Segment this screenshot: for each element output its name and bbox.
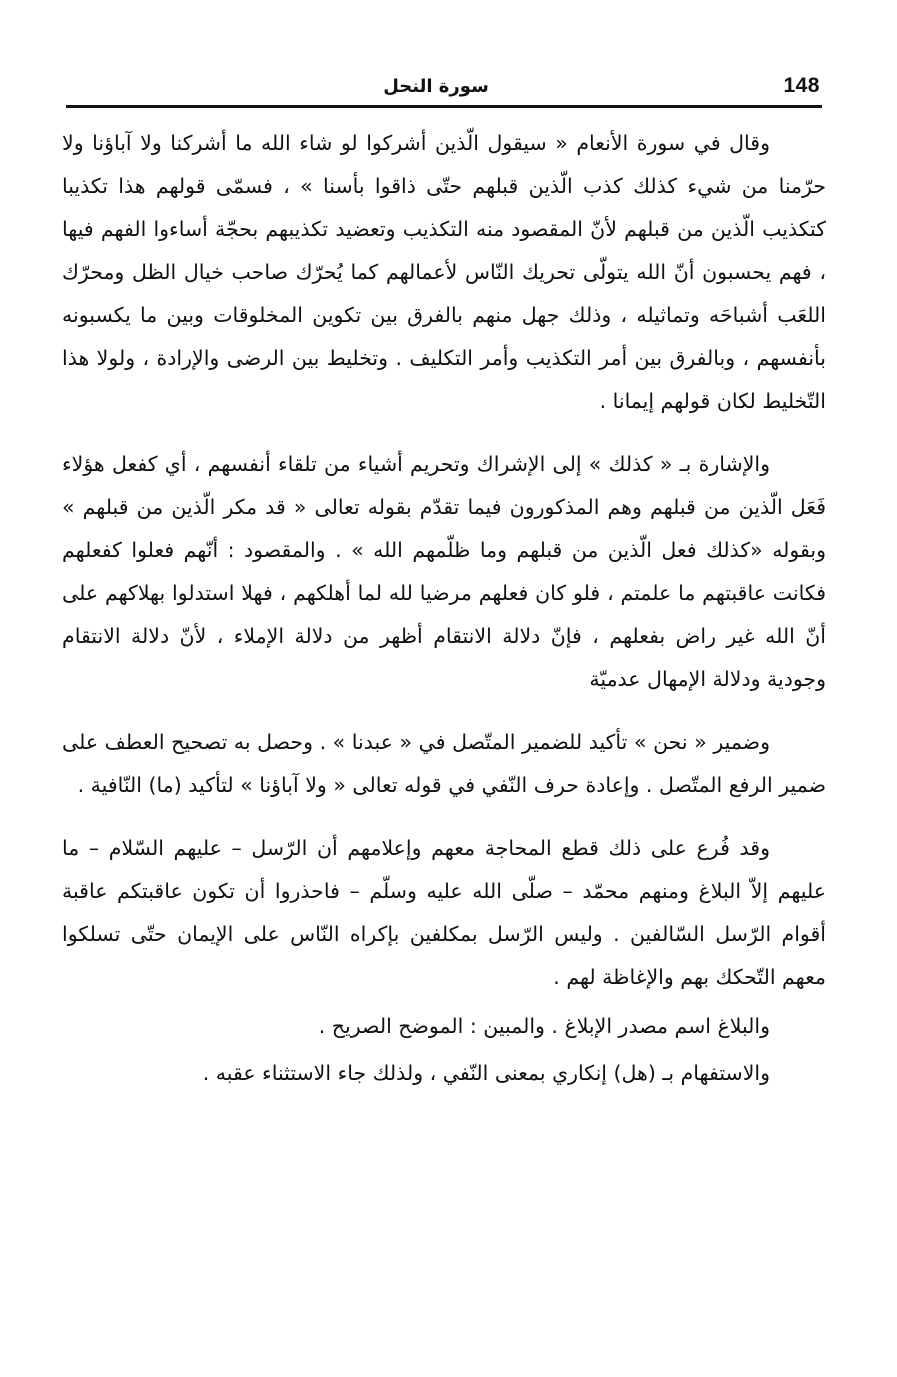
surah-title: سورة النحل (383, 76, 489, 97)
paragraph-5: والبلاغ اسم مصدر الإبلاغ . والمبين : الموضح الصريح . (318, 1014, 770, 1038)
page-header (66, 70, 822, 108)
paragraph-4: وقد فُرع على ذلك قطع المحاجة معهم وإعلامهم أن الرّسل – عليهم السّلام – ما عليهم إلاّ البلاغ ومنهم محمّد – صلّى الله عليه وسلّم – فاحذروا أن تكون عاقبتكم عاقبة أقوام الرّسل السّالفين . وليس الرّسل بمكلفين بإكراه النّاس على الإيمان حتّى تسلكوا معهم التّحكك بهم والإغاظة لهم . (62, 836, 826, 989)
paragraph-2: والإشارة بـ « كذلك » إلى الإشراك وتحريم أشياء من تلقاء أنفسهم ، أي كفعل هؤلاء فَعَل الّذين من قبلهم وهم المذكورون فيما تقدّم بقوله تعالى « قد مكر الّذين من قبلهم » وبقوله «كذلك فعل الّذين من قبلهم وما ظلّمهم الله » . والمقصود : أنّهم فعلوا كفعلهم فكانت عاقبتهم ما علمتم ، فلو كان فعلهم مرضيا لله لما أهلكهم ، فهلا استدلوا بهلاكهم على أنّ الله غير راض بفعلهم ، فإنّ دلالة الانتقام أظهر من دلالة الإملاء ، لأنّ دلالة الانتقام وجودية ودلالة الإمهال عدميّة (62, 452, 826, 691)
paragraph-1: وقال في سورة الأنعام « سيقول الّذين أشركوا لو شاء الله ما أشركنا ولا آباؤنا ولا حرّمنا من شيء كذلك كذب الّذين قبلهم حتّى ذاقوا بأسنا » ، فسمّى قولهم هذا تكذيبا كتكذيب الّذين من قبلهم لأنّ المقصود منه التكذيب وتعضيد تكذيبهم بحجّة أساءوا الفهم فيها ، فهم يحسبون أنّ الله يتولّى تحريك النّاس لأعمالهم كما يُحرّك صاحب خيال الظل ومحرّك اللعَب أشباحَه وتماثيله ، وذلك جهل منهم بالفرق بين تكوين المخلوقات وبين ما يكسبونه بأنفسهم ، وبالفرق بين أمر التكذيب وأمر التكليف . وتخليط بين الرضى والإرادة ، ولولا هذا التّخليط لكان قولهم إيمانا . (62, 131, 826, 413)
header-rule (66, 105, 822, 108)
page-number: 148 (783, 74, 820, 97)
paragraph-6: والاستفهام بـ (هل) إنكاري بمعنى النّفي ، ولذلك جاء الاستثناء عقبه . (202, 1061, 770, 1085)
page-body (62, 122, 826, 1095)
paragraph-3: وضمير « نحن » تأكيد للضمير المتّصل في « عبدنا » . وحصل به تصحيح العطف على ضمير الرفع المتّصل . وإعادة حرف النّفي في قوله تعالى « ولا آباؤنا » لتأكيد (ما) النّافية . (62, 730, 826, 797)
